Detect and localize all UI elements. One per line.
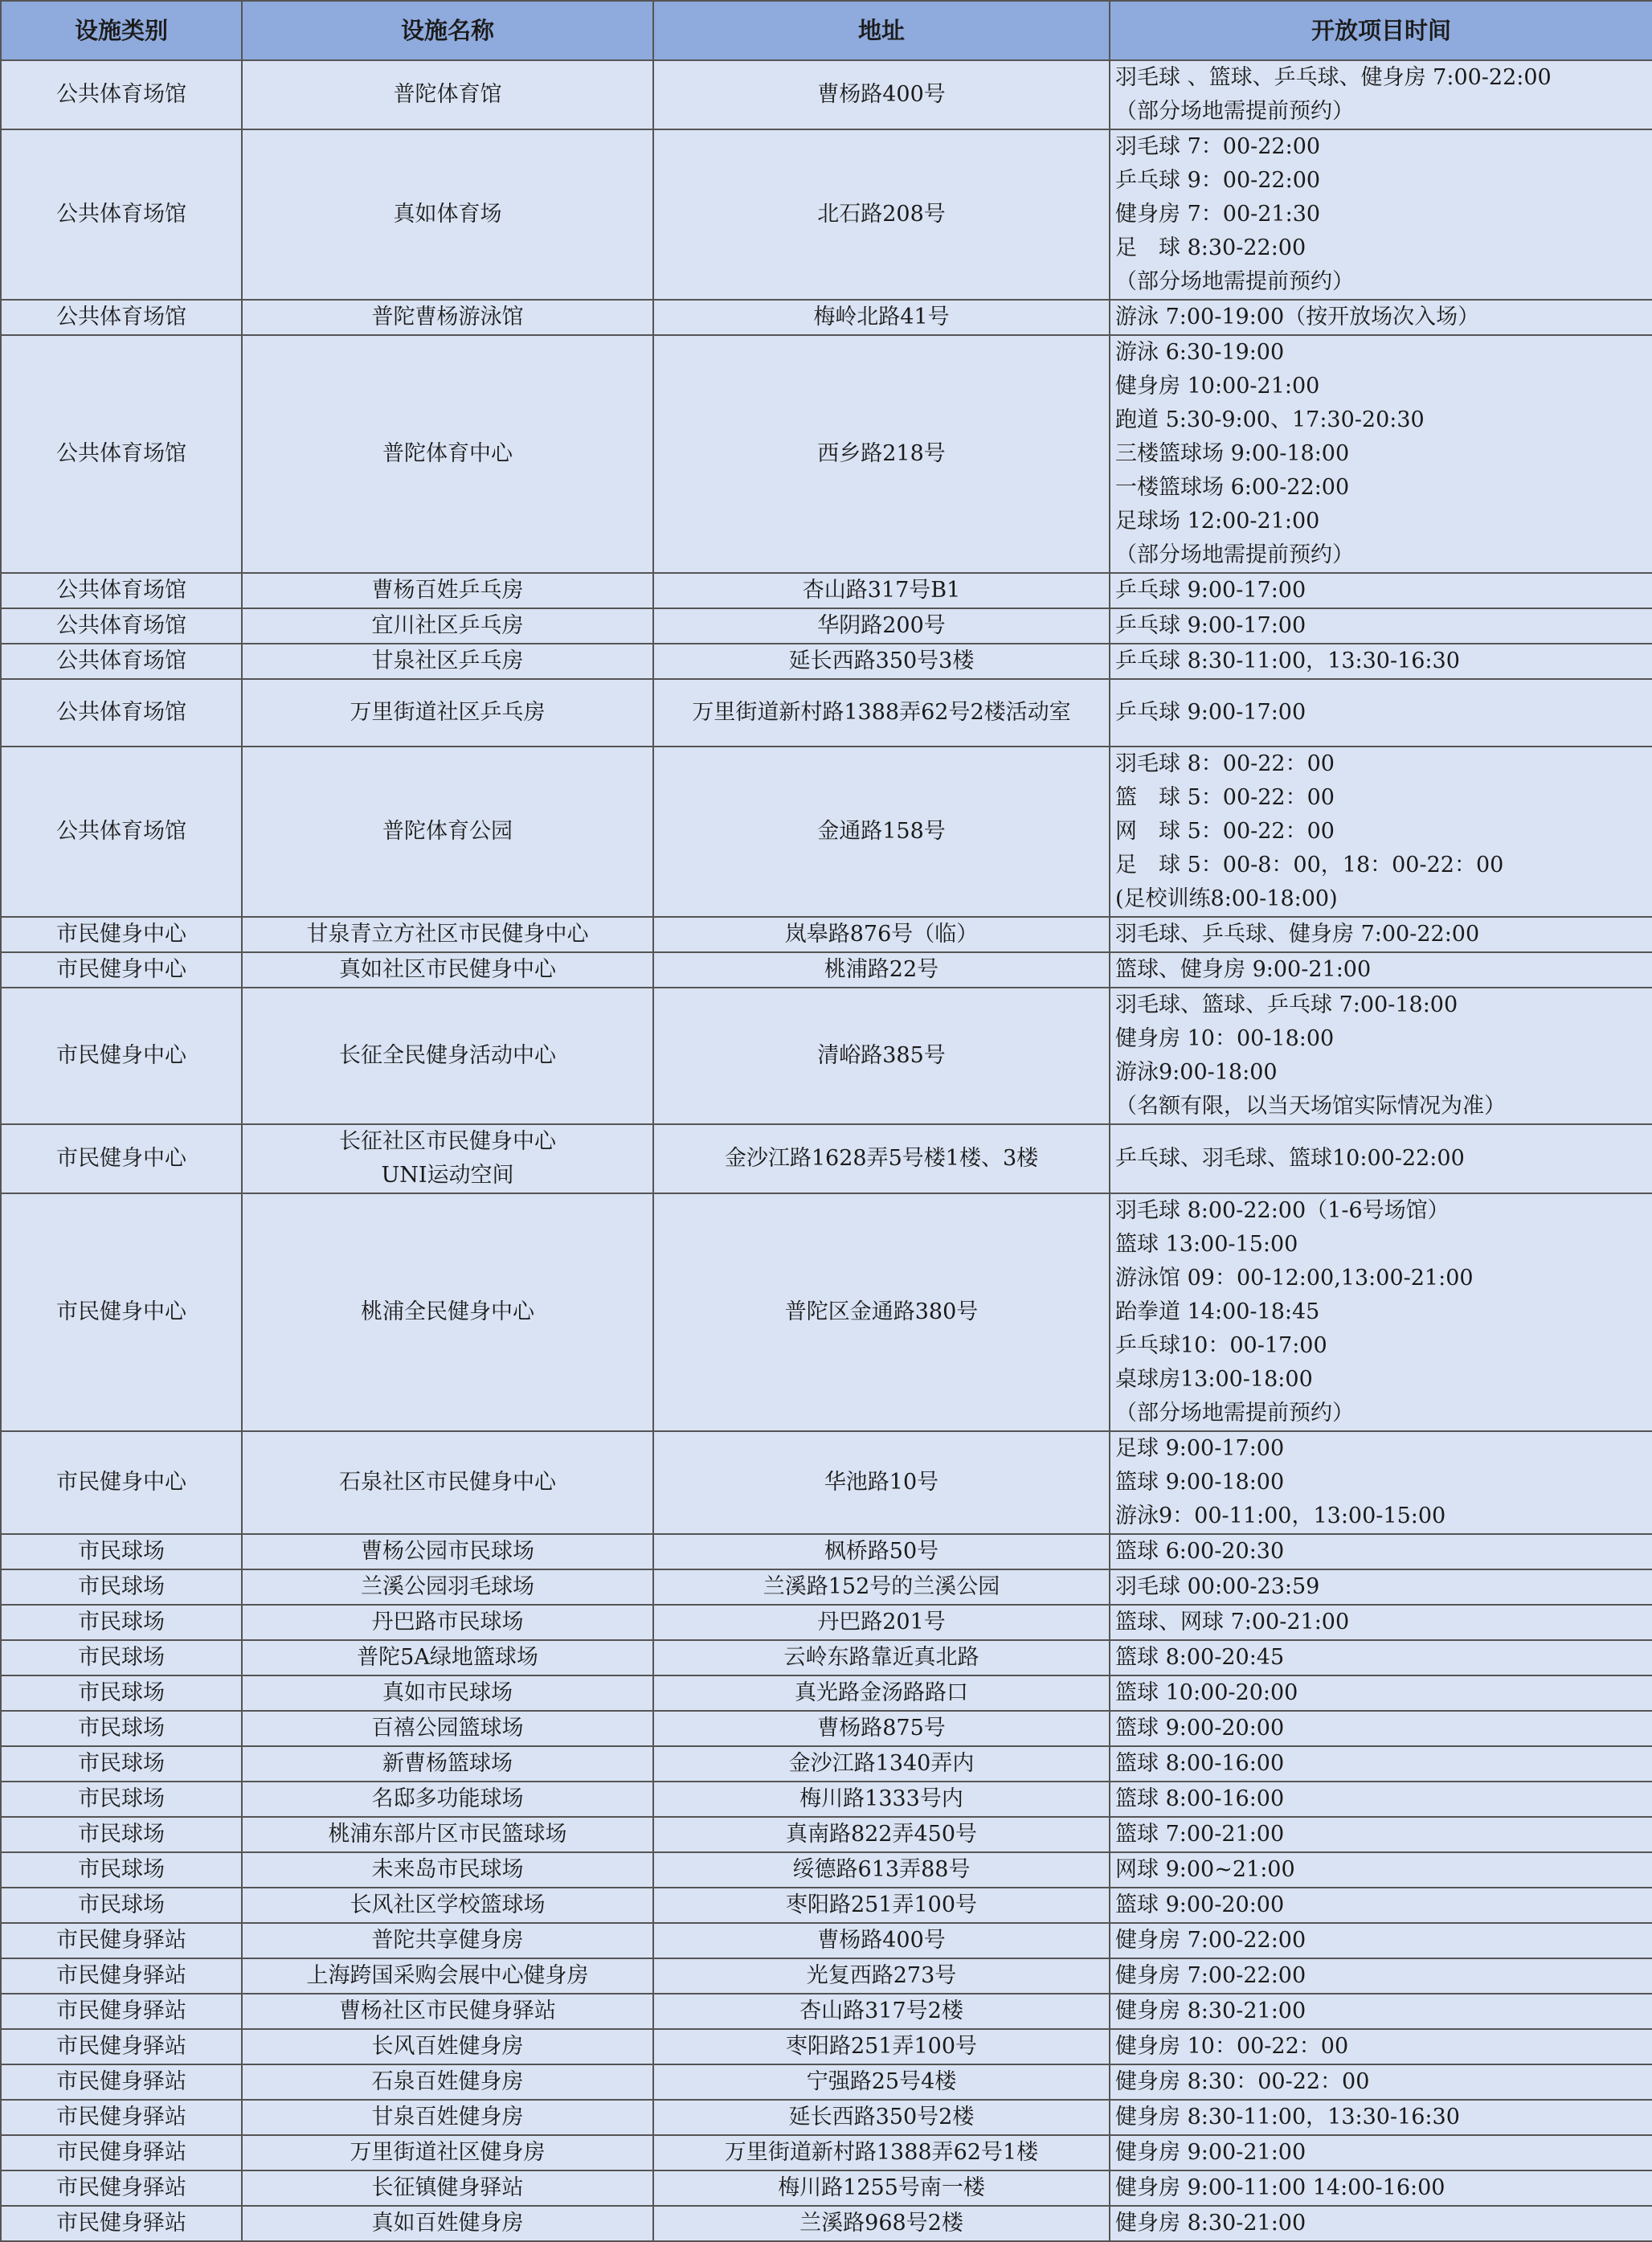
cell-name: 真如社区市民健身中心 [242, 952, 653, 988]
cell-address: 光复西路273号 [653, 1958, 1110, 1994]
cell-hours: 羽毛球、乒乓球、健身房 7:00-22:00 [1110, 917, 1652, 952]
cell-category: 市民球场 [1, 1534, 242, 1569]
cell-category: 市民健身驿站 [1, 2064, 242, 2100]
cell-address: 西乡路218号 [653, 335, 1110, 573]
table-body [1, 60, 1652, 2241]
cell-hours: 健身房 8:30-21:00 [1110, 2206, 1652, 2241]
cell-name: 桃浦全民健身中心 [242, 1193, 653, 1431]
cell-category: 公共体育场馆 [1, 60, 242, 129]
cell-hours: 篮球、网球 7:00-21:00 [1110, 1605, 1652, 1640]
cell-category: 公共体育场馆 [1, 129, 242, 300]
cell-hours: 健身房 8:30-21:00 [1110, 1994, 1652, 2029]
table-row [1, 2135, 1652, 2170]
cell-category: 公共体育场馆 [1, 608, 242, 644]
cell-hours: 健身房 8:30：00-22：00 [1110, 2064, 1652, 2100]
cell-name: 兰溪公园羽毛球场 [242, 1569, 653, 1605]
cell-address: 真光路金汤路路口 [653, 1675, 1110, 1711]
cell-name: 石泉社区市民健身中心 [242, 1431, 653, 1534]
table-row [1, 1994, 1652, 2029]
cell-hours: 羽毛球、篮球、乒乓球 7:00-18:00 健身房 10：00-18:00 游泳9:00-18:00 （名额有限，以当天场馆实际情况为准） [1110, 988, 1652, 1124]
table-row [1, 1923, 1652, 1958]
cell-address: 枣阳路251弄100号 [653, 1888, 1110, 1923]
cell-address: 万里街道新村路1388弄62号2楼活动室 [653, 679, 1110, 747]
cell-address: 岚皋路876号（临） [653, 917, 1110, 952]
cell-name: 普陀体育馆 [242, 60, 653, 129]
cell-category: 市民健身中心 [1, 1193, 242, 1431]
cell-name: 宜川社区乒乓房 [242, 608, 653, 644]
cell-address: 北石路208号 [653, 129, 1110, 300]
cell-address: 华池路10号 [653, 1431, 1110, 1534]
cell-category: 市民健身中心 [1, 917, 242, 952]
table-row [1, 335, 1652, 573]
cell-name: 甘泉社区乒乓房 [242, 644, 653, 679]
cell-category: 公共体育场馆 [1, 300, 242, 335]
cell-hours: 游泳 7:00-19:00（按开放场次入场） [1110, 300, 1652, 335]
table-row [1, 1193, 1652, 1431]
cell-address: 普陀区金通路380号 [653, 1193, 1110, 1431]
cell-address: 延长西路350号2楼 [653, 2100, 1110, 2135]
cell-category: 市民球场 [1, 1711, 242, 1746]
cell-address: 延长西路350号3楼 [653, 644, 1110, 679]
table-row [1, 1817, 1652, 1852]
cell-hours: 健身房 9:00-11:00 14:00-16:00 [1110, 2170, 1652, 2206]
cell-address: 万里街道新村路1388弄62号1楼 [653, 2135, 1110, 2170]
cell-category: 市民球场 [1, 1569, 242, 1605]
cell-category: 市民球场 [1, 1817, 242, 1852]
table-row [1, 747, 1652, 917]
cell-hours: 篮球 10:00-20:00 [1110, 1675, 1652, 1711]
table-row [1, 1640, 1652, 1675]
cell-address: 曹杨路400号 [653, 60, 1110, 129]
cell-name: 长征全民健身活动中心 [242, 988, 653, 1124]
cell-address: 梅岭北路41号 [653, 300, 1110, 335]
header-name: 设施名称 [242, 1, 653, 60]
header-category: 设施类别 [1, 1, 242, 60]
table-row [1, 679, 1652, 747]
table-row [1, 2064, 1652, 2100]
table-row [1, 1431, 1652, 1534]
cell-name: 普陀曹杨游泳馆 [242, 300, 653, 335]
cell-category: 市民健身驿站 [1, 2170, 242, 2206]
cell-hours: 健身房 10：00-22：00 [1110, 2029, 1652, 2064]
cell-address: 桃浦路22号 [653, 952, 1110, 988]
cell-category: 市民球场 [1, 1675, 242, 1711]
cell-name: 真如体育场 [242, 129, 653, 300]
cell-name: 上海跨国采购会展中心健身房 [242, 1958, 653, 1994]
header-hours: 开放项目时间 [1110, 1, 1652, 60]
cell-name: 未来岛市民球场 [242, 1852, 653, 1888]
cell-hours: 健身房 9:00-21:00 [1110, 2135, 1652, 2170]
cell-hours: 健身房 8:30-11:00，13:30-16:30 [1110, 2100, 1652, 2135]
cell-hours: 健身房 7:00-22:00 [1110, 1958, 1652, 1994]
cell-category: 公共体育场馆 [1, 573, 242, 608]
table-row [1, 644, 1652, 679]
cell-category: 公共体育场馆 [1, 644, 242, 679]
table-row [1, 1782, 1652, 1817]
cell-category: 市民健身驿站 [1, 2100, 242, 2135]
cell-name: 曹杨社区市民健身驿站 [242, 1994, 653, 2029]
header-row [1, 1, 1652, 60]
table-row [1, 2206, 1652, 2241]
cell-address: 枣阳路251弄100号 [653, 2029, 1110, 2064]
cell-name: 名邸多功能球场 [242, 1782, 653, 1817]
cell-address: 云岭东路靠近真北路 [653, 1640, 1110, 1675]
cell-hours: 篮球 9:00-20:00 [1110, 1711, 1652, 1746]
cell-hours: 羽毛球 8：00-22：00 篮 球 5：00-22：00 网 球 5：00-22：00 足 球 5：00-8：00，18：00-22：00 (足校训练8:00-18:00) [1110, 747, 1652, 917]
table-row [1, 1958, 1652, 1994]
cell-address: 宁强路25号4楼 [653, 2064, 1110, 2100]
cell-address: 华阴路200号 [653, 608, 1110, 644]
table-row [1, 2100, 1652, 2135]
cell-hours: 羽毛球 7：00-22:00 乒乓球 9：00-22:00 健身房 7：00-21:30 足 球 8:30-22:00 （部分场地需提前预约） [1110, 129, 1652, 300]
cell-address: 绥德路613弄88号 [653, 1852, 1110, 1888]
cell-category: 市民健身中心 [1, 988, 242, 1124]
cell-name: 长征镇健身驿站 [242, 2170, 653, 2206]
cell-address: 杏山路317号2楼 [653, 1994, 1110, 2029]
table-row [1, 952, 1652, 988]
cell-name: 万里街道社区乒乓房 [242, 679, 653, 747]
cell-category: 公共体育场馆 [1, 679, 242, 747]
table-row [1, 1124, 1652, 1193]
table-row [1, 129, 1652, 300]
cell-address: 梅川路1255号南一楼 [653, 2170, 1110, 2206]
table-row [1, 1852, 1652, 1888]
cell-hours: 乒乓球 9:00-17:00 [1110, 679, 1652, 747]
cell-name: 真如市民球场 [242, 1675, 653, 1711]
cell-hours: 篮球 7:00-21:00 [1110, 1817, 1652, 1852]
cell-name: 曹杨百姓乒乓房 [242, 573, 653, 608]
table-row [1, 1711, 1652, 1746]
cell-name: 甘泉青立方社区市民健身中心 [242, 917, 653, 952]
cell-name: 真如百姓健身房 [242, 2206, 653, 2241]
cell-address: 金沙江路1628弄5号楼1楼、3楼 [653, 1124, 1110, 1193]
table-row [1, 300, 1652, 335]
cell-name: 丹巴路市民球场 [242, 1605, 653, 1640]
cell-address: 丹巴路201号 [653, 1605, 1110, 1640]
cell-name: 甘泉百姓健身房 [242, 2100, 653, 2135]
cell-name: 普陀共享健身房 [242, 1923, 653, 1958]
cell-category: 市民健身驿站 [1, 2029, 242, 2064]
cell-category: 公共体育场馆 [1, 335, 242, 573]
cell-address: 枫桥路50号 [653, 1534, 1110, 1569]
cell-category: 市民球场 [1, 1852, 242, 1888]
cell-name: 桃浦东部片区市民篮球场 [242, 1817, 653, 1852]
cell-hours: 乒乓球、羽毛球、篮球10:00-22:00 [1110, 1124, 1652, 1193]
cell-address: 真南路822弄450号 [653, 1817, 1110, 1852]
table-row [1, 2170, 1652, 2206]
cell-address: 曹杨路875号 [653, 1711, 1110, 1746]
cell-category: 市民球场 [1, 1782, 242, 1817]
cell-hours: 羽毛球 8:00-22:00（1-6号场馆） 篮球 13:00-15:00 游泳馆 09：00-12:00,13:00-21:00 跆拳道 14:00-18:45 乒乓球10：00-17:00 桌球房13:00-18:00 （部分场地需提前预约） [1110, 1193, 1652, 1431]
cell-hours: 羽毛球 00:00-23:59 [1110, 1569, 1652, 1605]
cell-category: 市民健身驿站 [1, 1958, 242, 1994]
table-row [1, 1534, 1652, 1569]
table-row [1, 573, 1652, 608]
cell-hours: 篮球、健身房 9:00-21:00 [1110, 952, 1652, 988]
table-row [1, 1569, 1652, 1605]
cell-address: 兰溪路968号2楼 [653, 2206, 1110, 2241]
cell-category: 公共体育场馆 [1, 747, 242, 917]
cell-name: 石泉百姓健身房 [242, 2064, 653, 2100]
cell-name: 普陀体育中心 [242, 335, 653, 573]
cell-address: 梅川路1333号内 [653, 1782, 1110, 1817]
cell-hours: 篮球 6:00-20:30 [1110, 1534, 1652, 1569]
cell-category: 市民球场 [1, 1746, 242, 1782]
cell-name: 新曹杨篮球场 [242, 1746, 653, 1782]
table-row [1, 1675, 1652, 1711]
cell-name: 长征社区市民健身中心 UNI运动空间 [242, 1124, 653, 1193]
cell-address: 曹杨路400号 [653, 1923, 1110, 1958]
table-row [1, 917, 1652, 952]
table-row [1, 60, 1652, 129]
cell-category: 市民健身驿站 [1, 1994, 242, 2029]
cell-category: 市民健身中心 [1, 1124, 242, 1193]
cell-hours: 游泳 6:30-19:00 健身房 10:00-21:00 跑道 5:30-9:00、17:30-20:30 三楼篮球场 9:00-18:00 一楼篮球场 6:00-22:00 足球场 12:00-21:00 （部分场地需提前预约） [1110, 335, 1652, 573]
header-address: 地址 [653, 1, 1110, 60]
cell-category: 市民球场 [1, 1605, 242, 1640]
cell-hours: 乒乓球 9:00-17:00 [1110, 608, 1652, 644]
cell-address: 金通路158号 [653, 747, 1110, 917]
cell-address: 杏山路317号B1 [653, 573, 1110, 608]
cell-hours: 篮球 8:00-20:45 [1110, 1640, 1652, 1675]
cell-category: 市民球场 [1, 1888, 242, 1923]
cell-category: 市民球场 [1, 1640, 242, 1675]
cell-hours: 乒乓球 9:00-17:00 [1110, 573, 1652, 608]
table-row [1, 988, 1652, 1124]
cell-hours: 篮球 8:00-16:00 [1110, 1782, 1652, 1817]
cell-address: 金沙江路1340弄内 [653, 1746, 1110, 1782]
cell-name: 普陀5A绿地篮球场 [242, 1640, 653, 1675]
cell-category: 市民健身中心 [1, 952, 242, 988]
cell-hours: 足球 9:00-17:00 篮球 9:00-18:00 游泳9：00-11:00，13:00-15:00 [1110, 1431, 1652, 1534]
table-row [1, 608, 1652, 644]
cell-hours: 篮球 9:00-20:00 [1110, 1888, 1652, 1923]
cell-name: 万里街道社区健身房 [242, 2135, 653, 2170]
table-row [1, 2029, 1652, 2064]
cell-name: 长风社区学校篮球场 [242, 1888, 653, 1923]
table-row [1, 1746, 1652, 1782]
cell-hours: 乒乓球 8:30-11:00，13:30-16:30 [1110, 644, 1652, 679]
table-row [1, 1605, 1652, 1640]
cell-name: 曹杨公园市民球场 [242, 1534, 653, 1569]
cell-hours: 羽毛球 、篮球、乒乓球、健身房 7:00-22:00 （部分场地需提前预约） [1110, 60, 1652, 129]
cell-hours: 篮球 8:00-16:00 [1110, 1746, 1652, 1782]
cell-name: 百禧公园篮球场 [242, 1711, 653, 1746]
cell-address: 兰溪路152号的兰溪公园 [653, 1569, 1110, 1605]
table-row [1, 1888, 1652, 1923]
cell-category: 市民健身中心 [1, 1431, 242, 1534]
cell-category: 市民健身驿站 [1, 1923, 242, 1958]
cell-hours: 网球 9:00~21:00 [1110, 1852, 1652, 1888]
cell-category: 市民健身驿站 [1, 2135, 242, 2170]
cell-name: 长风百姓健身房 [242, 2029, 653, 2064]
cell-name: 普陀体育公园 [242, 747, 653, 917]
cell-category: 市民健身驿站 [1, 2206, 242, 2241]
cell-hours: 健身房 7:00-22:00 [1110, 1923, 1652, 1958]
cell-address: 清峪路385号 [653, 988, 1110, 1124]
